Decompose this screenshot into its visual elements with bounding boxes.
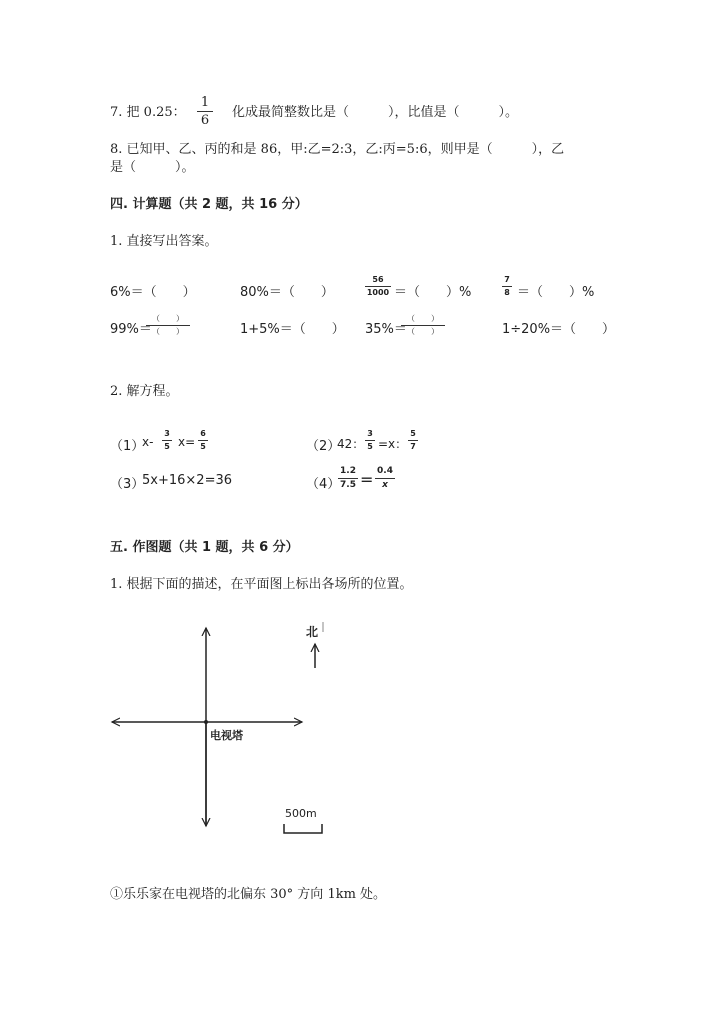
fraction-denominator: 5 bbox=[200, 442, 206, 451]
tv-tower-label: 电视塔 bbox=[210, 729, 243, 742]
scale-bar bbox=[284, 824, 322, 833]
q8-line2: 是（ ）。 bbox=[110, 160, 195, 175]
q7-question-text: 化成最简整数比是（ ），比值是（ ）。 bbox=[232, 105, 519, 120]
eq3-label: （3） bbox=[110, 477, 145, 492]
calc-item-1-plus-5-percent: 1+5%＝（ ） bbox=[240, 322, 345, 337]
eq1-label: （1） bbox=[110, 439, 145, 454]
eq4-label: （4） bbox=[306, 477, 341, 492]
eq2-part-a: 42： bbox=[337, 437, 365, 451]
section5-item1: ①乐乐家在电视塔的北偏东 30° 方向 1km 处。 bbox=[110, 887, 387, 902]
q7-fraction-denominator: 6 bbox=[200, 113, 210, 128]
fraction-denominator: x bbox=[382, 480, 388, 490]
calc-item-7-8-answer: ＝（ ）% bbox=[517, 285, 595, 300]
fraction-denominator: （ ） bbox=[152, 327, 184, 336]
fraction-denominator: （ ） bbox=[407, 327, 439, 336]
fraction-denominator: 7 bbox=[410, 442, 416, 451]
fraction-denominator: 5 bbox=[367, 442, 373, 451]
calc-item-35-percent: 35%＝ bbox=[365, 322, 407, 337]
fraction-numerator: 0.4 bbox=[377, 466, 393, 476]
section4-title: 四. 计算题（共 2 题，共 16 分） bbox=[110, 197, 308, 212]
eq4-equals: = bbox=[360, 470, 374, 489]
scale-label: 500m bbox=[285, 807, 317, 820]
calc-item-99-percent: 99%＝ bbox=[110, 322, 152, 337]
fraction-numerator: 3 bbox=[164, 429, 170, 438]
section5-q1-title: 1. 根据下面的描述，在平面图上标出各场所的位置。 bbox=[110, 577, 413, 592]
section4-q2-title: 2. 解方程。 bbox=[110, 384, 179, 399]
fraction-numerator: 56 bbox=[372, 275, 384, 284]
fraction-denominator: 1000 bbox=[366, 288, 390, 297]
fraction-numerator: 5 bbox=[410, 429, 416, 438]
tv-tower-point bbox=[204, 720, 208, 724]
eq2-part-b: =x： bbox=[378, 437, 408, 451]
eq1-part-a: x- bbox=[142, 435, 154, 449]
calc-item-6-percent: 6%＝（ ） bbox=[110, 285, 196, 300]
q8-line1: 8. 已知甲、乙、丙的和是 86，甲:乙=2:3，乙:丙=5:6，则甲是（ ），乙 bbox=[110, 142, 565, 157]
fraction-numerator: 3 bbox=[367, 429, 373, 438]
section5-title: 五. 作图题（共 1 题，共 6 分） bbox=[110, 540, 299, 555]
north-label: 北 bbox=[306, 625, 319, 639]
calc-item-80-percent: 80%＝（ ） bbox=[240, 285, 334, 300]
section4-q1-title: 1. 直接写出答案。 bbox=[110, 234, 218, 249]
fraction-denominator: 7.5 bbox=[340, 480, 356, 490]
fraction-numerator: 6 bbox=[200, 429, 206, 438]
q7-prefix: 7. 把 0.25： bbox=[110, 105, 186, 120]
fraction-denominator: 8 bbox=[504, 288, 510, 297]
eq3-text: 5x+16×2=36 bbox=[142, 473, 232, 488]
fraction-numerator: （ ） bbox=[407, 314, 439, 323]
fraction-numerator: 7 bbox=[504, 275, 510, 284]
calc-item-56-1000-answer: ＝（ ）% bbox=[394, 285, 472, 300]
calc-item-1-div-20-percent: 1÷20%＝（ ） bbox=[502, 322, 616, 337]
fraction-denominator: 5 bbox=[164, 442, 170, 451]
fraction-numerator: 1.2 bbox=[340, 466, 356, 476]
q7-fraction-numerator: 1 bbox=[200, 95, 210, 110]
eq1-part-b: x= bbox=[178, 435, 196, 449]
eq2-label: （2） bbox=[306, 439, 341, 454]
fraction-numerator: （ ） bbox=[152, 314, 184, 323]
